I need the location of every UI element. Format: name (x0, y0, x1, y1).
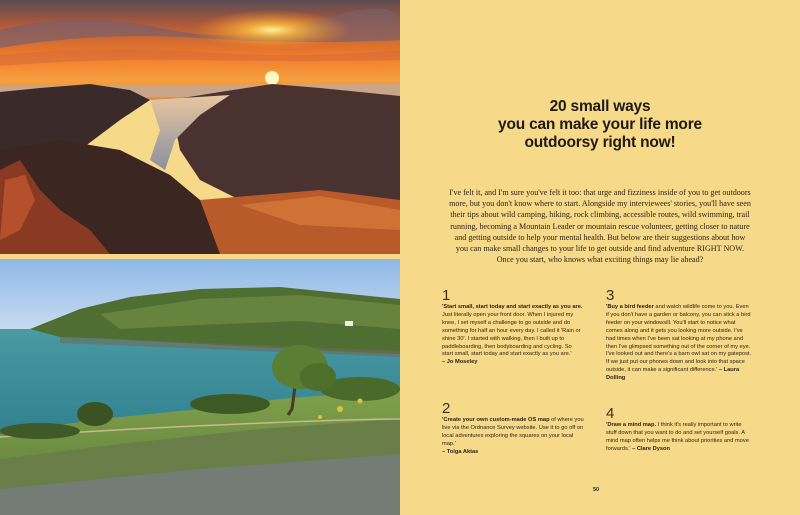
tip-4 (606, 406, 752, 454)
tip-number: 4 (606, 405, 615, 422)
tip-attribution: – Clare Dyson (632, 445, 671, 452)
tip-number: 3 (606, 287, 615, 304)
tip-lead: 'Start small, start today and start exactly as you are. (442, 304, 583, 310)
tip-attribution: – Tolga Aktas (442, 448, 479, 455)
title-line-3: outdoorsy right now! (524, 134, 676, 151)
title-line-2: you can make your life more (498, 116, 702, 133)
tip-lead: 'Draw a mind map. (606, 422, 657, 428)
tip-number: 2 (442, 400, 451, 417)
page-number: 50 (593, 487, 600, 493)
tip-body: of where you live via the Ordnance Survey website. Use it to go off on local adventures exploring the squares on your local map.' (442, 417, 584, 447)
title-line-1: 20 small ways (549, 98, 651, 115)
tip-body: and watch wildlife come to you. Even if you don't have a garden or balcony, you can stick a bird feeder on your windowsill. You'll start to notice what comes along and it gets you looking more outside. I've had times when I've been sat looking at my phone and then I've glimpsed something out of the corner of my eye. I've looked out and there's a barn owl sat on my gatepost. If we just put our phones down and look into that space outside, it can make a significant difference.' (606, 304, 752, 374)
article-page (400, 0, 800, 515)
tip-body: Just literally open your front door. When I injured my knee, I set myself a challenge to go outside and do something for half an hour every day. I called it 'Rain or shine 30'. I started with walking, then I built up to paddleboarding, then bodyboarding and cycling. So start small, start today and start exactly as you are.' (442, 311, 581, 358)
tip-number: 1 (442, 287, 451, 304)
sunset-mountain-photo (0, 0, 400, 254)
tip-attribution: – Jo Moseley (442, 359, 478, 366)
coastal-meadow-image (0, 259, 400, 515)
sunset-mountain-image (0, 0, 400, 254)
tip-2 (442, 401, 584, 457)
article-title (480, 98, 720, 152)
tip-3 (606, 288, 752, 383)
tip-lead: 'Create your own custom-made OS map (442, 417, 550, 423)
article-intro: I've felt it, and I'm sure you've felt it too: that urge and fizziness inside of you to get outdoors more, but you don't know where to start. Alongside my interviewees' stories, you'll have seen their tips about wild camping, hiking, rock climbing, accessible routes, wild swimming, trail running, becoming a Mountain Leader or mountain rescue volunteer, getting closer to nature and getting outside to help your mental health. But below are their suggestions about how you can make small changes to your life to get outside and find adventure RIGHT NOW. Once you start, who knows what exciting things may lie ahead? (449, 188, 751, 265)
coastal-meadow-photo (0, 259, 400, 515)
tip-body: I think it's really important to write stuff down that you want to do and set yourself goals. A mind map often helps me think about priorities and move forwards.' (606, 422, 749, 452)
tip-attribution: – Laura Dolling (606, 367, 740, 382)
tip-1 (442, 288, 584, 367)
tip-lead: 'Buy a bird feeder (606, 304, 654, 310)
